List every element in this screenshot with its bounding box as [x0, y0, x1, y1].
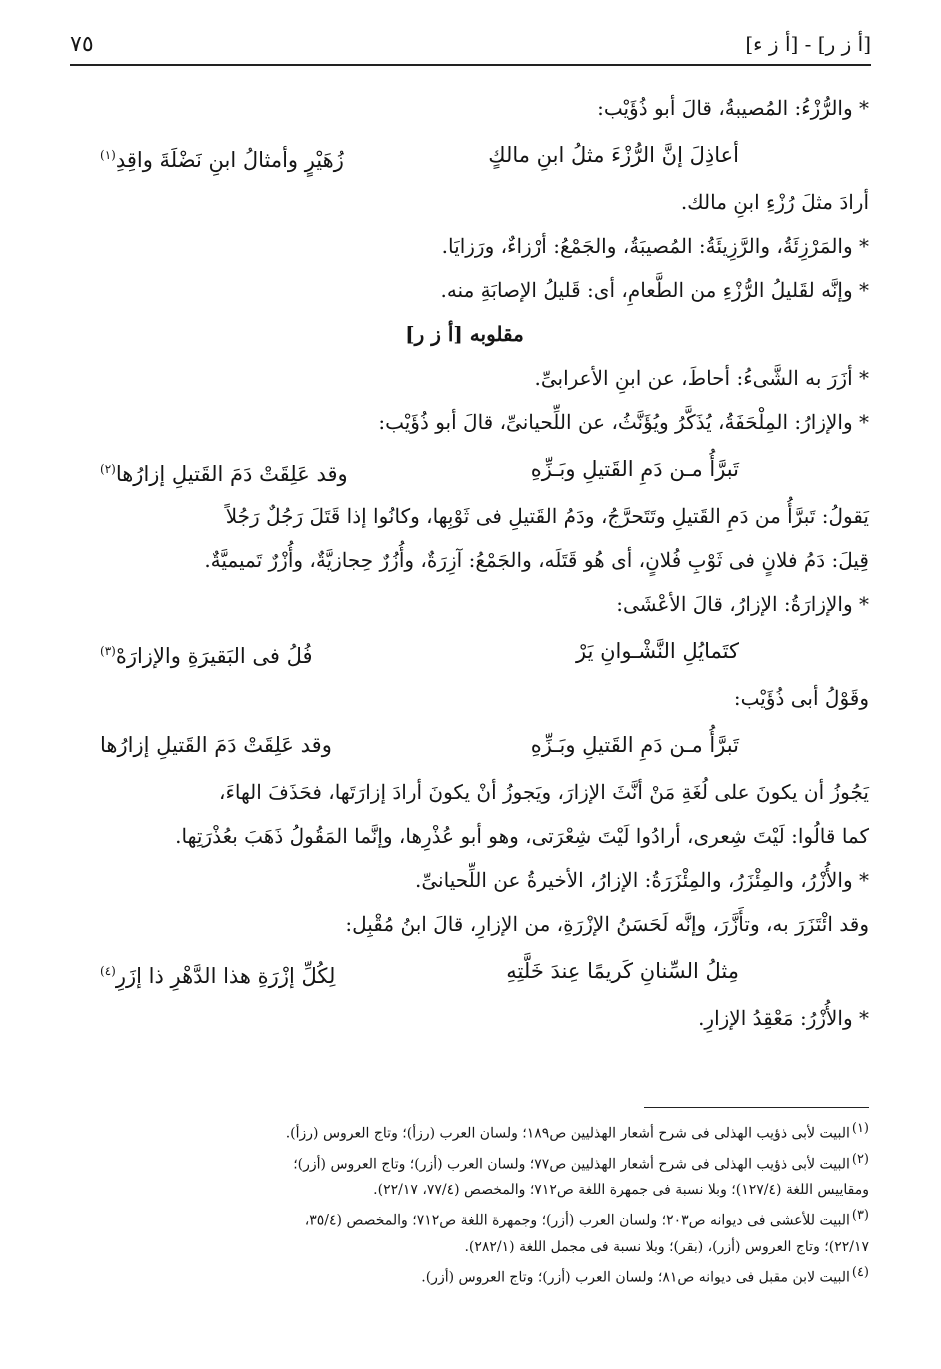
text-line: قِيلَ: دَمُ فلانٍ فى ثَوْبِ فُلانٍ، أى هُو قَتَلَه، والجَمْعُ: آزِرَةٌ، وأُزُرٌ حِجازيَّةٌ، وأُزْرٌ تَميميَّةٌ.: [204, 548, 869, 572]
text-line: يَقولُ: تَبرَّأُ من دَمِ القَتيلِ وتَتَحرَّجُ، ودَمُ القَتيلِ فى ثَوْبِها، وكانُوا إذا قَتَلَ رَجُلٌ رَجُلاً: [225, 504, 869, 528]
footnote: [72, 1177, 869, 1203]
verse-second-hemistich: [100, 444, 348, 499]
page-header: [70, 24, 871, 64]
text-line: كما قالُوا: لَيْتَ شِعرى، أرادُوا لَيْتَ شِعْرَتى، وهو أبو عُذْرِها، وإنَّما المَقُولُ ذَهَبَ بعُذْرَتِها.: [175, 824, 869, 848]
entry-line: * والإزارَةُ: الإزارُ، قالَ الأعْشَى:: [616, 592, 869, 616]
footnote-text: ٢٢/١٧)؛ وتاج العروس (أزر)، (بقر)؛ وبلا نسبة فى مجمل اللغة (٢٨٢/١).: [464, 1238, 869, 1255]
footnote-text: البيت لأبى ذؤيب الهذلى فى شرح أشعار الهذليين ص١٨٩؛ ولسان العرب (رزأ)؛ وتاج العروس (رزأ).: [285, 1125, 850, 1142]
footnote: [72, 1116, 869, 1147]
verse-second-hemistich: [100, 946, 335, 1001]
footnote-number: (٣): [851, 1208, 869, 1224]
running-head: [أ ز ء] - [أ ز ر]: [745, 32, 871, 56]
verse-line: [60, 444, 869, 494]
text-line: وقَوْلُ أبى ذُؤَيْب:: [733, 686, 869, 710]
verse-second-hemistich: [100, 626, 313, 681]
footnote: [72, 1260, 869, 1291]
verse-first-hemistich: تَبرَّأُ مـن دَمِ القَتيلِ وبَـزِّهِ: [530, 733, 739, 757]
footnote-text: البيت لابن مقبل فى ديوانه ص٨١؛ ولسان العرب (أزر)؛ وتاج العروس (أزر).: [421, 1269, 850, 1286]
entry-line: * والمَرْزِئَةُ، والرَّزِيئَةُ: المُصيبَةُ، والجَمْعُ: أرْزاءٌ، ورَزايَا.: [441, 234, 869, 258]
footnote: [72, 1203, 869, 1234]
footnote-text: البيت لأبى ذؤيب الهذلى فى شرح أشعار الهذليين ص٧٧؛ ولسان العرب (أزر)؛ وتاج العروس (أزر)؛: [293, 1156, 850, 1173]
verse-first-hemistich: تَبرَّأُ مـن دَمِ القَتيلِ وبَـزِّهِ: [530, 457, 739, 481]
footnote-rule: [644, 1107, 869, 1108]
entry-line: * والأُزْرُ: مَعْقِدُ الإزارِ.: [698, 1006, 869, 1030]
verse-line: [60, 720, 869, 770]
footnote-reference: (٢): [100, 462, 116, 476]
footnote-reference: (١): [100, 148, 116, 162]
verse-line: [60, 130, 869, 180]
verse-second-hemistich: [100, 720, 332, 770]
footnote: [72, 1147, 869, 1178]
text-line: وقد ائْتَزَرَ به، وتأَزَّرَ، وإنَّه لَحَسَنُ الإزْرَةِ، من الإزارِ، قالَ ابنُ مُقْبِل:: [345, 912, 869, 936]
footnote: [72, 1234, 869, 1260]
footnotes: [72, 1116, 869, 1291]
footnote-text: ومقاييس اللغة (١٢٧/٤)؛ وبلا نسبة فى جمهرة اللغة ص٧١٢؛ والمخصص (٧٧/٤، ٢٢/١٧).: [373, 1182, 869, 1199]
main-text: [60, 86, 869, 1040]
verse-first-hemistich: أعاذِلَ إنَّ الرُّزْءَ مثلُ ابنِ مالكٍ: [488, 143, 739, 167]
footnote-number: (٤): [851, 1264, 869, 1280]
verse-first-hemistich: مِثلُ السِّنانِ كَريمًا عِندَ خَلَّتِهِ: [506, 959, 739, 983]
footnote-number: (٢): [851, 1151, 869, 1167]
verse-second-hemistich-text: وقد عَلِقَتْ دَمَ القَتيلِ إزارُها: [100, 733, 332, 757]
verse-second-hemistich-text: فُلُ فى البَقيرَةِ والإزارَهْ: [115, 644, 313, 668]
verse-second-hemistich-text: لِكُلِّ إزْرَةِ هذا الدَّهْرِ ذا إزَرِ: [115, 964, 336, 988]
verse-first-hemistich: كتَمايُلِ النَّشْـوانِ يَرْ: [576, 639, 739, 663]
entry-line: * والأُزْرُ، والمِئْزَرُ، والمِئْزَرَةُ: الإزارُ، الأخيرةُ عن اللِّحيانىِّ.: [415, 868, 869, 892]
footnote-number: (١): [851, 1121, 869, 1136]
footnote-text: البيت للأعشى فى ديوانه ص٢٠٣؛ ولسان العرب (أزر)؛ وجمهرة اللغة ص٧١٢؛ والمخصص (٣٥/٤،: [304, 1212, 850, 1229]
text-line: يَجُوزُ أن يكونَ على لُغَةِ مَنْ أنَّثَ الإزارَ، ويَجوزُ أنْ يكونَ أرادَ إزارَتَها، فحَذَفَ الهاءَ،: [219, 780, 869, 804]
entry-line: * أزَرَ به الشَّىءُ: أحاطَ، عن ابنِ الأعرابىِّ.: [534, 366, 869, 390]
verse-line: [60, 946, 869, 996]
entry-line: * وإنَّه لقَليلُ الرُّزْءِ من الطَّعامِ، أى: قَليلُ الإصابَةِ منه.: [440, 278, 869, 302]
entry-line: * والرُّزْءُ: المُصيبةُ، قالَ أبو ذُؤَيْب:: [597, 96, 869, 120]
section-heading: مقلوبه [أ ز ر]: [405, 322, 524, 346]
verse-second-hemistich-text: وقد عَلِقَتْ دَمَ القَتيلِ إزارُها: [115, 462, 348, 486]
header-rule: [70, 64, 871, 66]
verse-line: [60, 626, 869, 676]
footnote-reference: (٤): [100, 964, 116, 978]
verse-second-hemistich-text: زُهَيْرٍ وأمثالُ ابنِ نَضْلَةَ واقِدِ: [115, 148, 344, 172]
page-number: ٧٥: [70, 32, 94, 57]
verse-second-hemistich: [100, 130, 344, 185]
footnote-reference: (٣): [100, 644, 116, 658]
text-line: أرادَ مثلَ رُزْءِ ابنِ مالك.: [680, 190, 869, 214]
entry-line: * والإزارُ: المِلْحَفَةُ، يُذَكَّرُ ويُؤَنَّثُ، عن اللِّحيانىِّ، قالَ أبو ذُؤَيْب:: [378, 410, 869, 434]
